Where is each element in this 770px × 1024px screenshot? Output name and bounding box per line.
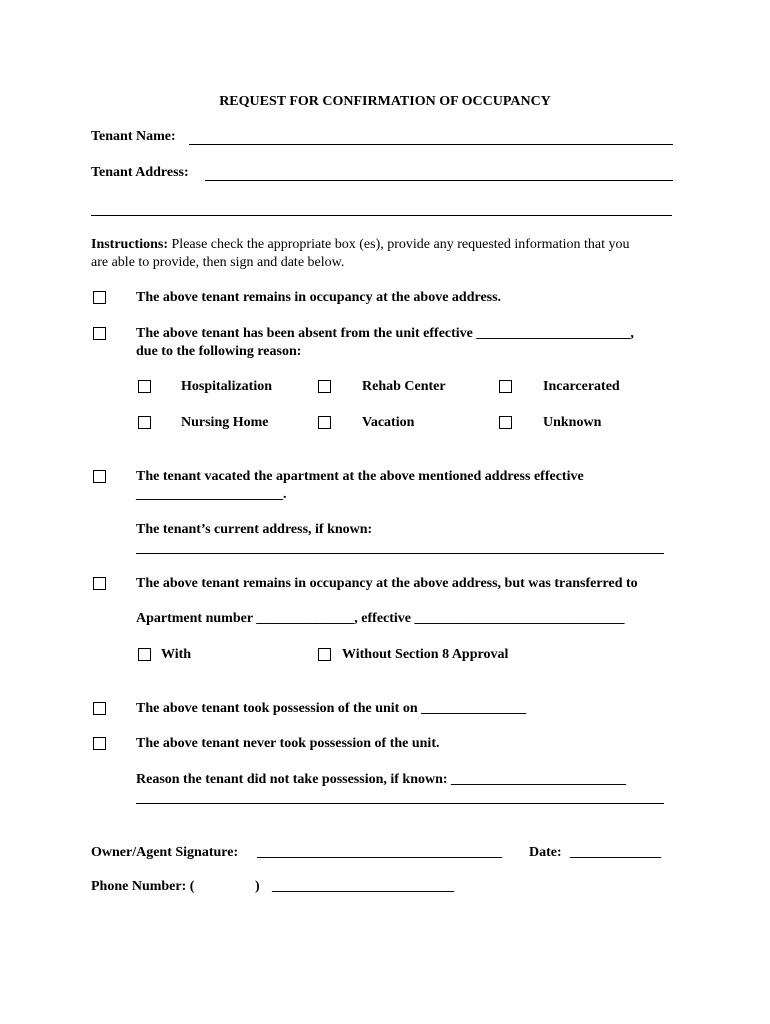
signature-label: Owner/Agent Signature: bbox=[91, 845, 239, 860]
date-field[interactable]: _____________ bbox=[570, 845, 661, 860]
option-vacated-line2: _____________________. bbox=[136, 487, 287, 502]
checkbox-remains-occupancy[interactable] bbox=[93, 291, 106, 304]
checkbox-vacation[interactable] bbox=[318, 416, 331, 429]
tenant-name-label: Tenant Name: bbox=[91, 129, 176, 144]
checkbox-never-took-possession[interactable] bbox=[93, 737, 106, 750]
instructions bbox=[91, 237, 629, 253]
option-took-possession: The above tenant took possession of the unit on _______________ bbox=[136, 701, 527, 716]
reason-hospitalization: Hospitalization bbox=[181, 379, 273, 394]
instructions-text-line2: are able to provide, then sign and date below. bbox=[91, 255, 345, 270]
tenant-address-label: Tenant Address: bbox=[91, 165, 189, 180]
checkbox-absent[interactable] bbox=[93, 327, 106, 340]
checkbox-without-approval[interactable] bbox=[318, 648, 331, 661]
phone-area-close: ) bbox=[255, 879, 260, 894]
signature-field[interactable]: ___________________________________ bbox=[257, 845, 502, 860]
with-approval-label: With bbox=[161, 647, 192, 662]
current-address-field[interactable] bbox=[136, 553, 664, 554]
possession-reason-line: Reason the tenant did not take possession, if known: _________________________ bbox=[136, 772, 627, 787]
without-approval-label: Without Section 8 Approval bbox=[342, 647, 509, 662]
instructions-label: Instructions: bbox=[91, 237, 169, 252]
checkbox-rehab-center[interactable] bbox=[318, 380, 331, 393]
option-never-took-possession: The above tenant never took possession of the unit. bbox=[136, 736, 440, 751]
reason-nursing-home: Nursing Home bbox=[181, 415, 269, 430]
current-address-label: The tenant’s current address, if known: bbox=[136, 522, 373, 537]
option-absent-line1: The above tenant has been absent from the unit effective ______________________, bbox=[136, 326, 634, 341]
checkbox-with-approval[interactable] bbox=[138, 648, 151, 661]
page-title: REQUEST FOR CONFIRMATION OF OCCUPANCY bbox=[219, 94, 551, 109]
option-vacated-line1: The tenant vacated the apartment at the above mentioned address effective bbox=[136, 469, 584, 484]
instructions-text-line1: Please check the appropriate box (es), provide any requested information that you bbox=[168, 237, 630, 252]
reason-rehab-center: Rehab Center bbox=[362, 379, 446, 394]
checkbox-hospitalization[interactable] bbox=[138, 380, 151, 393]
phone-label: Phone Number: ( bbox=[91, 879, 195, 894]
option-transferred-line1: The above tenant remains in occupancy at the above address, but was transferred to bbox=[136, 576, 638, 591]
tenant-address-field[interactable] bbox=[205, 180, 673, 181]
tenant-address-field-line2[interactable] bbox=[91, 215, 672, 216]
tenant-name-field[interactable] bbox=[189, 144, 673, 145]
checkbox-nursing-home[interactable] bbox=[138, 416, 151, 429]
option-remains-occupancy: The above tenant remains in occupancy at the above address. bbox=[136, 290, 502, 305]
reason-unknown: Unknown bbox=[543, 415, 602, 430]
checkbox-unknown[interactable] bbox=[499, 416, 512, 429]
apartment-number-line: Apartment number ______________, effective ______________________________ bbox=[136, 611, 625, 626]
checkbox-incarcerated[interactable] bbox=[499, 380, 512, 393]
reason-incarcerated: Incarcerated bbox=[543, 379, 620, 394]
possession-reason-field-line2[interactable] bbox=[136, 803, 664, 804]
checkbox-transferred[interactable] bbox=[93, 577, 106, 590]
phone-number-field[interactable]: __________________________ bbox=[272, 879, 454, 894]
date-label: Date: bbox=[529, 845, 562, 860]
reason-vacation: Vacation bbox=[362, 415, 415, 430]
option-absent-line2: due to the following reason: bbox=[136, 344, 302, 359]
checkbox-vacated[interactable] bbox=[93, 470, 106, 483]
checkbox-took-possession[interactable] bbox=[93, 702, 106, 715]
